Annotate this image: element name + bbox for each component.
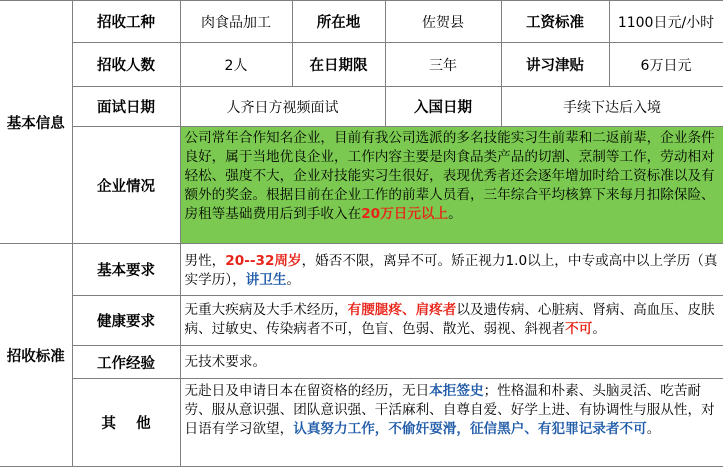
company-text: 公司常年合作知名企业，目前有我公司选派的多名技能实习生前辈和二返前辈，企业条件良好，属于当地优良企业，工作内容主要是肉食品类产品的切割、烹制等工作，劳动相对轻松、强度不大，企业对技能实习生很好，表现优秀者还会逐年增加时给工资标准以及有额外的奖金。根据目前在企业工作的前辈人员看，三年综合平均核算下来每月扣除保险、房租等基础费用后到手收入在 bbox=[184, 130, 715, 222]
headcount-value: 2人 bbox=[180, 43, 292, 87]
job-type-label: 招收工种 bbox=[72, 1, 180, 43]
experience-label: 工作经验 bbox=[72, 346, 180, 379]
interview-date-value: 人齐日方视频面试 bbox=[180, 87, 385, 127]
visa-refusal: 本拒签史 bbox=[429, 383, 484, 399]
company-description bbox=[180, 127, 723, 244]
other-t2: ；性格温和朴素、头脑灵活、吃苦耐劳、服从意识强、团队意识强、干活麻利、自尊自爱、好学上进、有协调性与服从性，对日语有学习欲望， bbox=[184, 383, 715, 437]
not-allowed: 不可 bbox=[565, 321, 593, 337]
period-label: 在日期限 bbox=[292, 43, 385, 87]
health-req-t1: 无重大疾病及大手术经历， bbox=[184, 302, 348, 318]
location-value: 佐贺县 bbox=[385, 1, 501, 43]
criteria-category: 招收标准 bbox=[0, 244, 72, 467]
allowance-label: 讲习津贴 bbox=[501, 43, 609, 87]
hygiene-req: 讲卫生 bbox=[245, 272, 287, 288]
basic-req-t3: 。 bbox=[286, 272, 301, 288]
allowance-value: 6万日元 bbox=[609, 43, 723, 87]
other-label: 其 他 bbox=[72, 379, 180, 467]
basic-req-t2: ，婚否不限，离异不可。矫正视力1.0以上，中专或高中以上学历（真实学历）， bbox=[184, 253, 718, 288]
income-highlight: 20万日元以上 bbox=[361, 206, 449, 222]
company-label: 企业情况 bbox=[72, 127, 180, 244]
work-attitude: 认真努力工作，不偷奸耍滑，征信黑户、有犯罪记录者不可 bbox=[293, 421, 647, 437]
wage-label: 工资标准 bbox=[501, 1, 609, 43]
basic-req-text bbox=[180, 244, 723, 296]
health-req-label: 健康要求 bbox=[72, 296, 180, 346]
basic-req-t1: 男性， bbox=[184, 253, 226, 269]
health-req-t2: 以及遗传病、心脏病、肾病、高血压、皮肤病、过敏史、传染病者不可，色盲、色弱、散光、弱视、斜视者 bbox=[184, 302, 715, 337]
pain-exclusion: 有腰腿疼、肩疼者 bbox=[347, 302, 457, 318]
health-req-text bbox=[180, 296, 723, 346]
location-label: 所在地 bbox=[292, 1, 385, 43]
other-t1: 无赴日及申请日本在留资格的经历，无日 bbox=[184, 383, 430, 399]
experience-value: 无技术要求。 bbox=[180, 346, 723, 379]
basic-info-category: 基本信息 bbox=[0, 1, 72, 244]
entry-date-value: 手续下达后入境 bbox=[501, 87, 723, 127]
other-t3: 。 bbox=[646, 421, 661, 437]
entry-date-label: 入国日期 bbox=[385, 87, 501, 127]
period-value: 三年 bbox=[385, 43, 501, 87]
basic-req-label: 基本要求 bbox=[72, 244, 180, 296]
health-req-t3: 。 bbox=[592, 321, 606, 337]
age-range: 20--32周岁 bbox=[225, 253, 302, 269]
job-type-value: 肉食品加工 bbox=[180, 1, 292, 43]
headcount-label: 招收人数 bbox=[72, 43, 180, 87]
company-end: 。 bbox=[448, 206, 462, 222]
interview-date-label: 面试日期 bbox=[72, 87, 180, 127]
wage-value: 1100日元/小时 bbox=[609, 1, 723, 43]
other-text bbox=[180, 379, 723, 467]
